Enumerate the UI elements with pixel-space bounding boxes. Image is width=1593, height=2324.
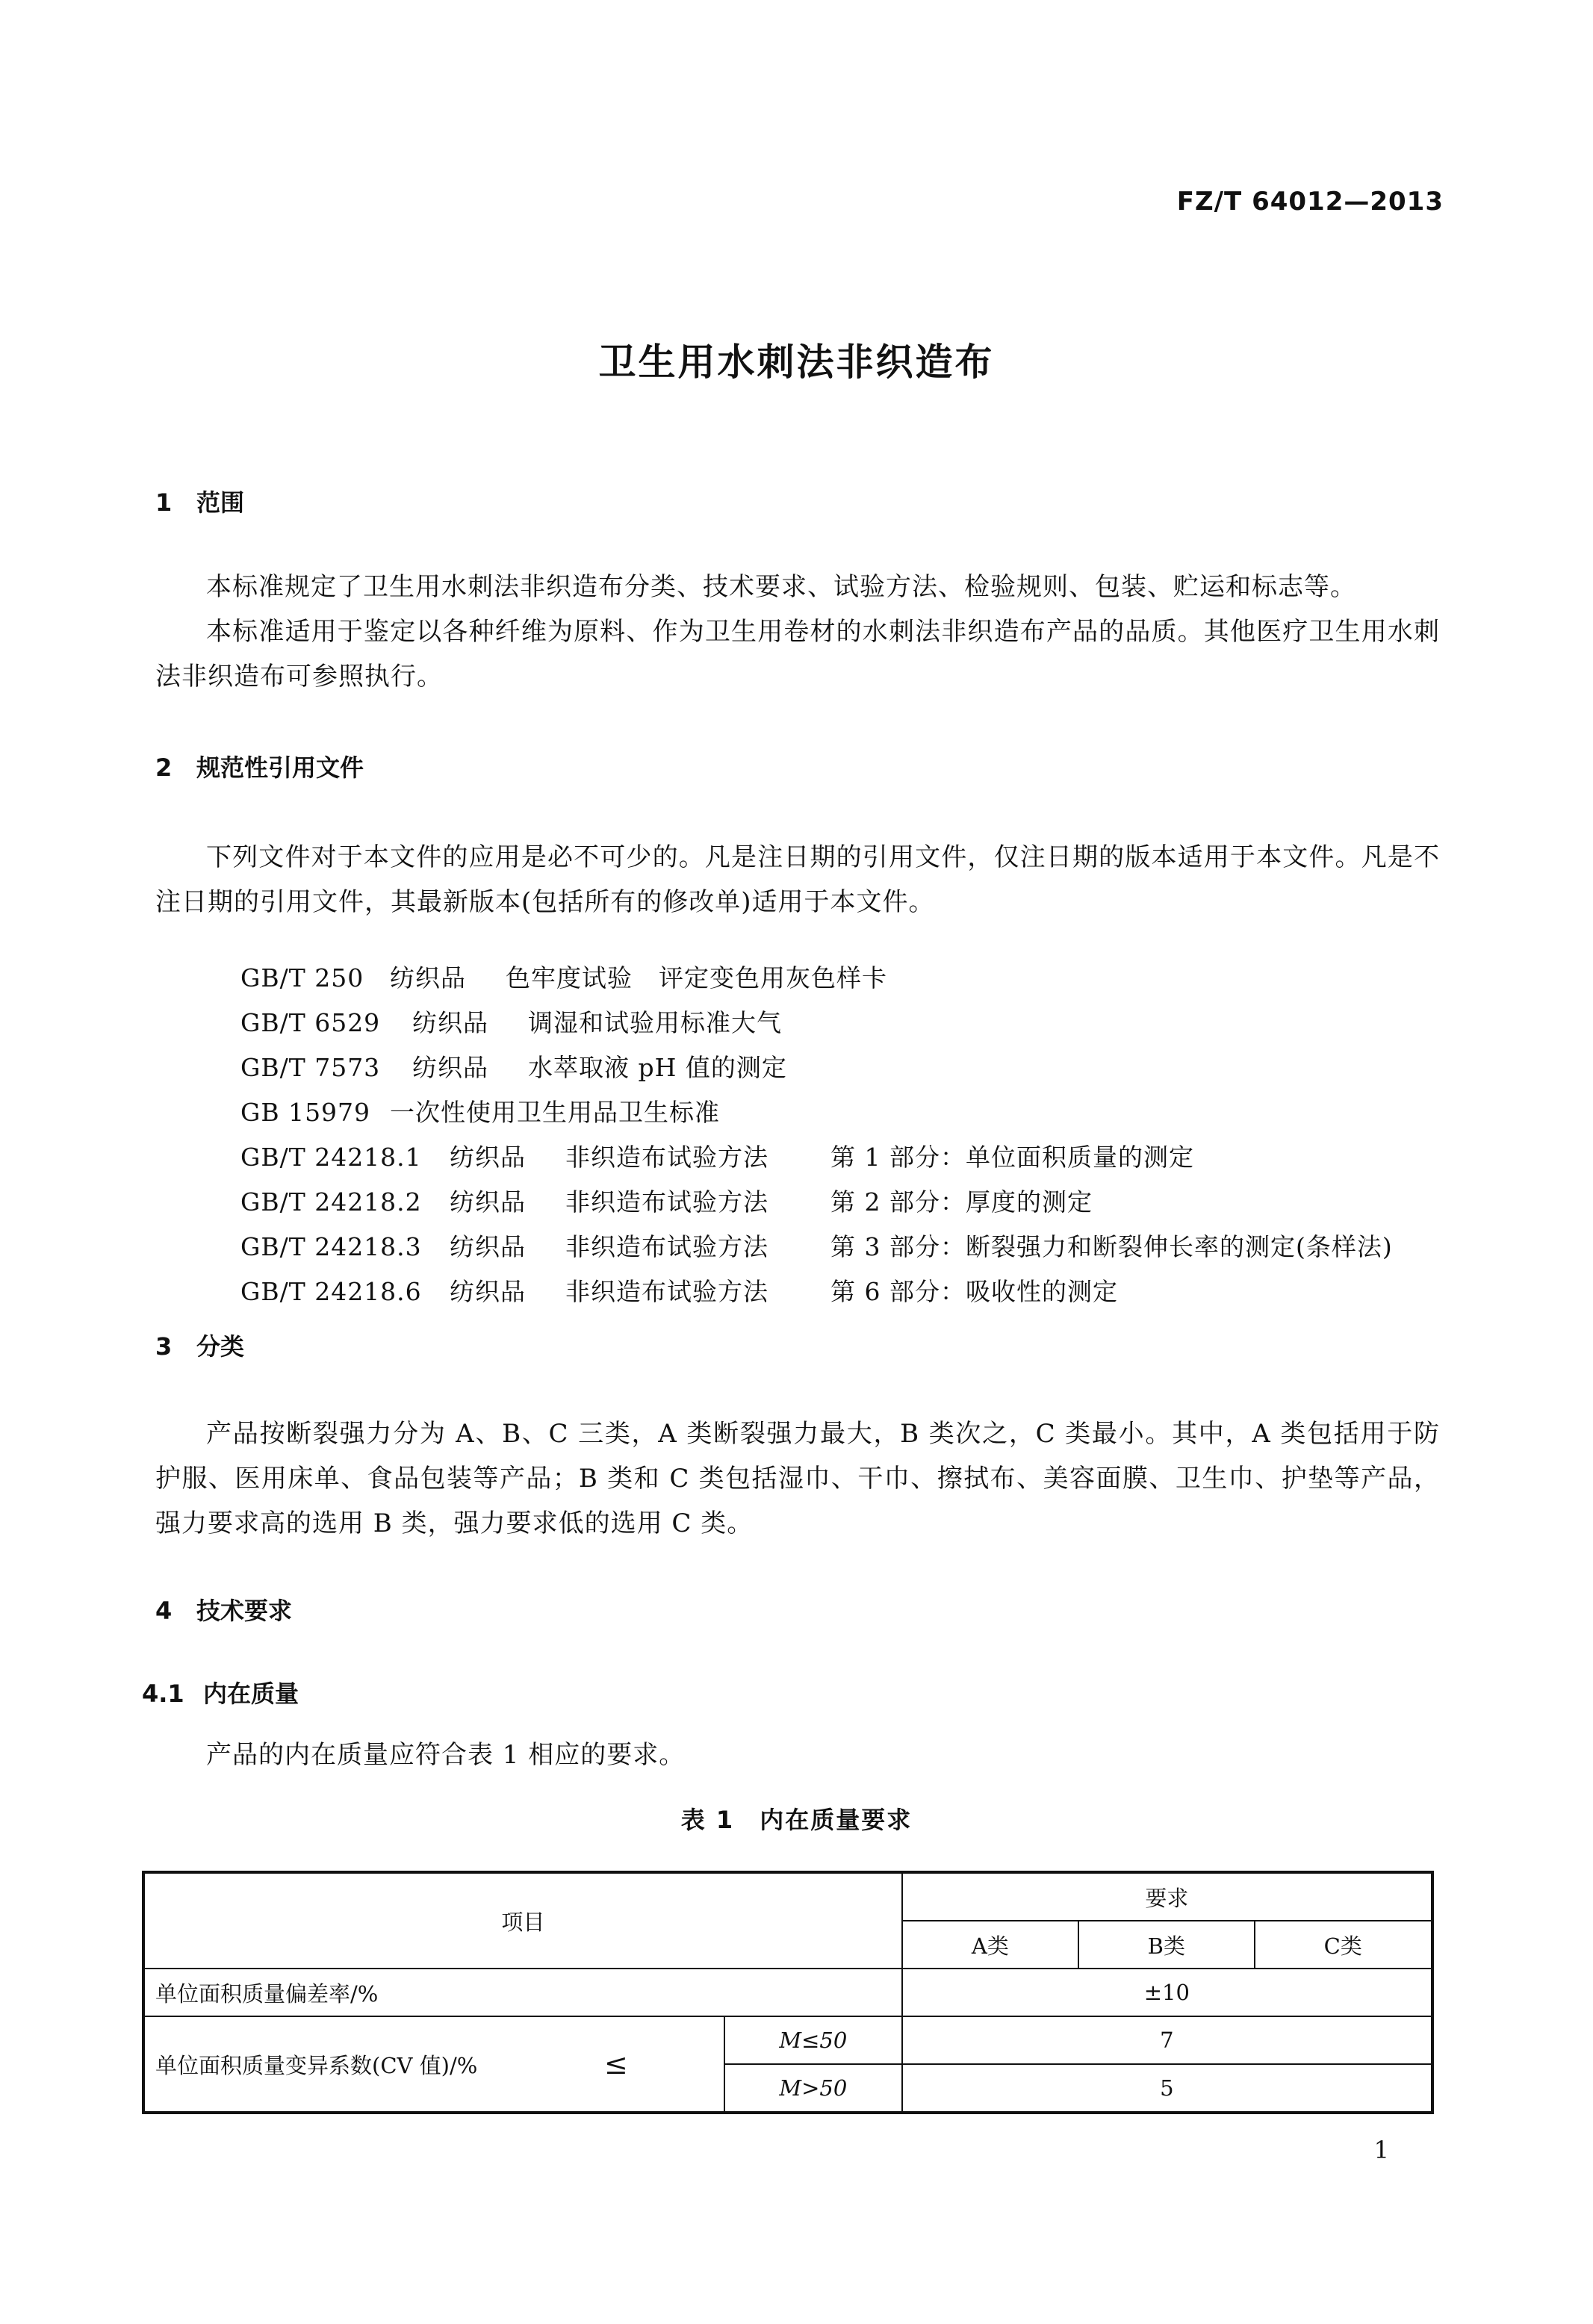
ref-method: 水萃取液 pH 值的测定 [527,1053,787,1082]
section-title: 技术要求 [196,1597,293,1625]
section-4-heading [155,1592,292,1627]
ref-category: 纺织品 [449,1143,526,1172]
section-number: 1 [155,488,173,517]
ref-part: 第 2 部分：厚度的测定 [830,1187,1093,1217]
ref-code: GB/T 24218.3 [240,1232,422,1261]
document-title: 卫生用水刺法非织造布 [598,341,995,384]
header-requirement: 要求 [902,1872,1432,1921]
ref-code: GB/T 24218.2 [240,1187,422,1217]
header-class-c: C类 [1255,1921,1432,1969]
row-value: ±10 [902,1969,1432,2016]
section-1-heading [155,484,244,518]
ref-category: 纺织品 [449,1232,526,1261]
standard-number: FZ/T 64012—2013 [1176,187,1444,217]
ref-part: 第 1 部分：单位面积质量的测定 [830,1143,1194,1172]
paragraph: 产品的内在质量应符合表 1 相应的要求。 [206,1740,686,1770]
ref-code: GB/T 24218.1 [240,1143,422,1172]
table-title: 表 1 内在质量要求 [680,1806,913,1834]
paragraph: 下列文件对于本文件的应用是必不可少的。凡是注日期的引用文件，仅注日期的版本适用于本文件。凡是不注日期的引用文件，其最新版本(包括所有的修改单)适用于本文件。 [155,842,1440,917]
paragraph: 本标准规定了卫生用水刺法非织造布分类、技术要求、试验方法、检验规则、包装、贮运和标志等。 [206,572,1356,602]
ref-method: 非织造布试验方法 [565,1232,768,1261]
ref-category: 一次性使用卫生用品卫生标准 [389,1098,720,1127]
paragraph: 产品按断裂强力分为 A、B、C 三类，A 类断裂强力最大，B 类次之，C 类最小。其中，A 类包括用于防护服、医用床单、食品包装等产品；B 类和 C 类包括湿巾、干巾、擦拭布、美容面膜、卫生巾、护垫等产品，强力要求高的选用 B 类，强力要求低的选用 C 类。 [155,1419,1440,1538]
ref-code: GB/T 7573 [240,1053,381,1082]
ref-category: 纺织品 [412,1053,488,1082]
quality-requirements-table [142,1871,1434,2114]
ref-category: 纺织品 [449,1277,526,1306]
row-value: 5 [902,2064,1432,2113]
ref-part: 评定变色用灰色样卡 [658,963,887,992]
row-condition: M>50 [724,2064,902,2113]
row-condition: M≤50 [724,2016,902,2064]
ref-category: 纺织品 [449,1187,526,1217]
row-label: 单位面积质量变异系数(CV 值)/% [143,2016,509,2113]
ref-method: 调湿和试验用标准大气 [527,1008,782,1037]
header-item: 项目 [143,1872,902,1969]
section-number: 2 [155,754,173,782]
ref-category: 纺织品 [412,1008,488,1037]
header-class-a: A类 [902,1921,1078,1969]
ref-code: GB/T 250 [240,963,364,992]
section-3-heading [155,1328,244,1362]
row-value: 7 [902,2016,1432,2064]
ref-part: 第 3 部分：断裂强力和断裂伸长率的测定(条样法) [830,1232,1393,1261]
ref-category: 纺织品 [389,963,466,992]
page-number: 1 [1373,2136,1389,2164]
section-4-1-heading [142,1675,299,1709]
section-number: 3 [155,1332,173,1361]
header-class-b: B类 [1078,1921,1254,1969]
ref-code: GB 15979 [240,1098,371,1127]
section-title: 范围 [196,488,245,517]
row-label: 单位面积质量偏差率/% [143,1969,902,2016]
section-title: 规范性引用文件 [196,754,364,782]
section-title: 分类 [196,1332,245,1361]
ref-method: 非织造布试验方法 [565,1187,768,1217]
ref-method: 色牢度试验 [505,963,633,992]
ref-code: GB/T 24218.6 [240,1277,422,1306]
ref-method: 非织造布试验方法 [565,1143,768,1172]
reference-item [206,1243,1118,1337]
ref-code: GB/T 6529 [240,1008,381,1037]
section-2-heading [155,749,364,783]
ref-part: 第 6 部分：吸收性的测定 [830,1277,1118,1306]
ref-method: 非织造布试验方法 [565,1277,768,1306]
less-equal-symbol: ≤ [509,2016,724,2113]
section-number: 4.1 [142,1680,184,1708]
paragraph: 本标准适用于鉴定以各种纤维为原料、作为卫生用卷材的水刺法非织造布产品的品质。其他医疗卫生用水刺法非织造布可参照执行。 [155,617,1440,692]
section-title: 内在质量 [203,1680,299,1708]
section-number: 4 [155,1597,173,1625]
